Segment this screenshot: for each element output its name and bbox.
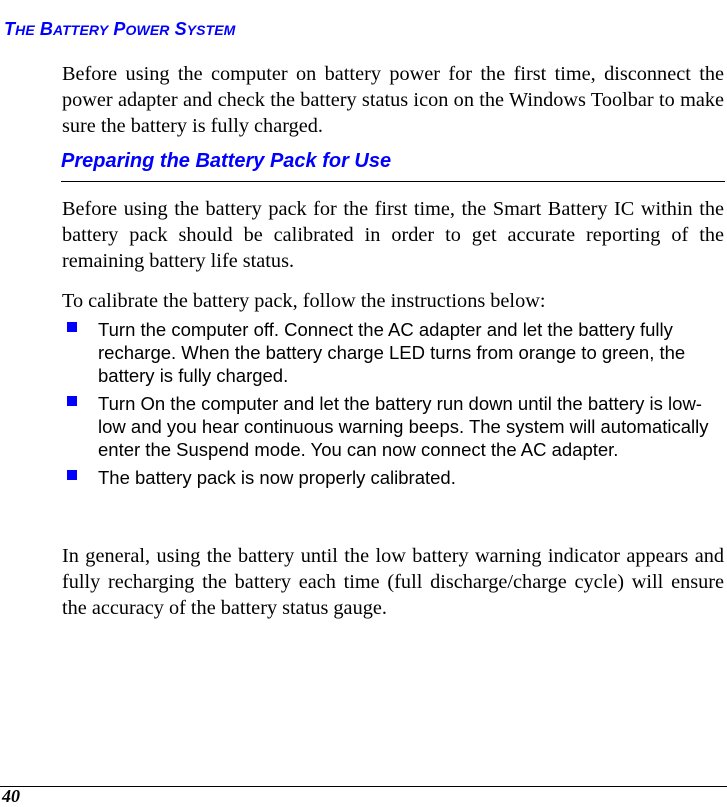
page-number: 40	[2, 786, 20, 806]
closing-paragraph: In general, using the battery until the low battery warning indicator appears and fully recharging the battery each time (full discharge/charge cycle) will ensure the accuracy of the battery status gauge.	[62, 545, 724, 619]
section-title: THE BATTERY POWER SYSTEM	[4, 19, 236, 39]
step-text: Turn the computer off. Connect the AC adapter and let the battery fully recharge. When the battery charge LED turns from orange to green, the battery is fully charged.	[98, 319, 686, 386]
subheading-rule	[61, 181, 725, 182]
instruction-steps	[62, 318, 724, 494]
step-text: Turn On the computer and let the battery run down until the battery is low-low and you hear continuous warning beeps. The system will automatically enter the Suspend mode. You can now connect the AC adapter.	[98, 393, 709, 460]
step-item	[62, 466, 724, 489]
intro-paragraph: Before using the computer on battery power for the first time, disconnect the power adapter and check the battery status icon on the Windows Toolbar to make sure the battery is fully charged.	[62, 63, 724, 137]
footer-rule	[0, 786, 727, 787]
step-text: The battery pack is now properly calibrated.	[98, 467, 456, 488]
calibration-paragraph: Before using the battery pack for the first time, the Smart Battery IC within the battery pack should be calibrated in order to get accurate reporting of the remaining battery life status.	[62, 198, 724, 272]
square-bullet-icon	[67, 322, 77, 332]
step-item	[62, 392, 724, 461]
square-bullet-icon	[67, 470, 77, 480]
instructions-lead: To calibrate the battery pack, follow the instructions below:	[62, 290, 546, 312]
square-bullet-icon	[67, 396, 77, 406]
step-item	[62, 318, 724, 387]
subheading: Preparing the Battery Pack for Use	[61, 150, 392, 172]
